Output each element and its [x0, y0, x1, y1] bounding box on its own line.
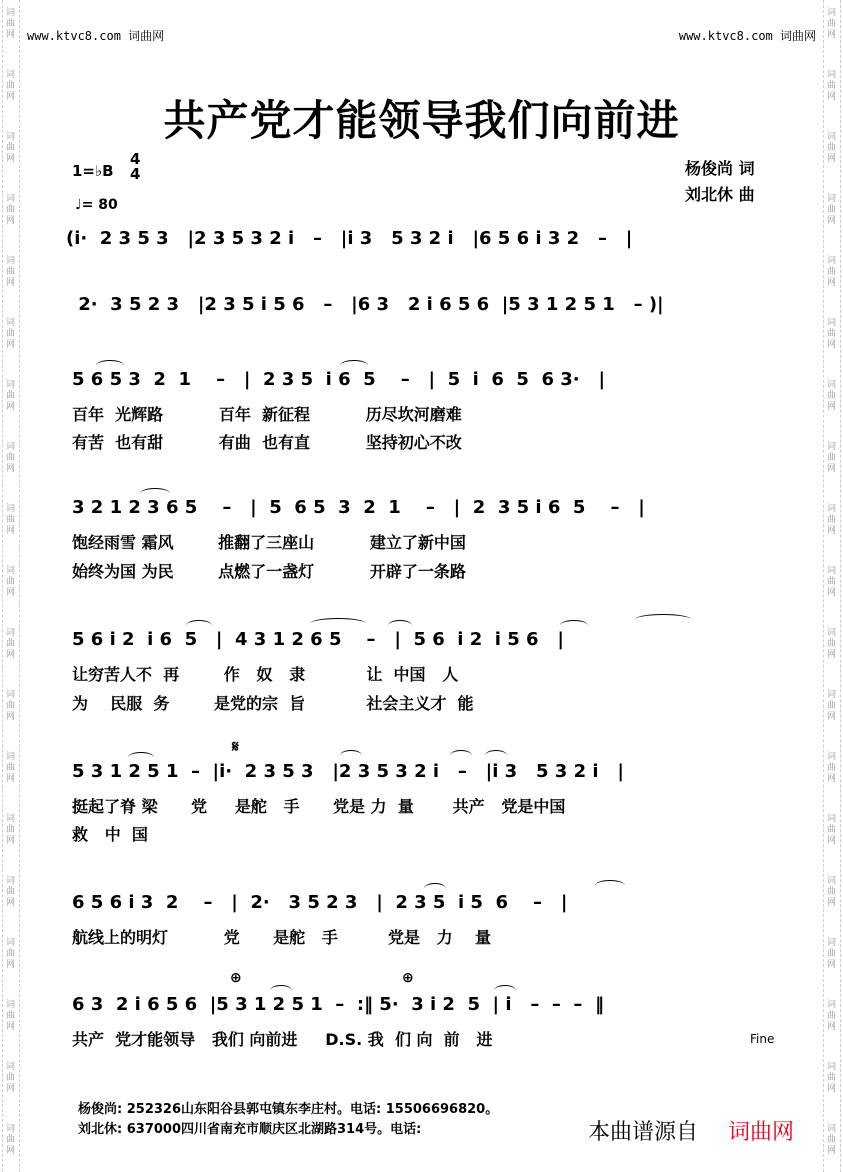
watermark-char: 曲 [6, 825, 16, 835]
watermark-char: 曲 [6, 81, 16, 91]
watermark-char: 词 [827, 814, 837, 824]
watermark-char: 网 [6, 1022, 16, 1032]
watermark-char: 词 [827, 1000, 837, 1010]
watermark-char: 曲 [6, 949, 16, 959]
song-title: 共产党才能领导我们向前进 [163, 96, 680, 145]
watermark-char: 网 [6, 898, 16, 908]
lyric-row-3-verse-2: 有苦 也有甜 有曲 也有直 坚持初心不改 [72, 433, 462, 452]
watermark-char: 词 [6, 1124, 16, 1134]
watermark-char: 曲 [6, 515, 16, 525]
footer-lyricist-contact: 杨俊尚: 252326山东阳谷县郭屯镇东李庄村。电话: 15506696820。 [78, 1102, 499, 1117]
watermark-char: 网 [6, 340, 16, 350]
watermark-char: 网 [827, 92, 837, 102]
watermark-char: 网 [827, 154, 837, 164]
watermark-char: 词 [6, 132, 16, 142]
slur [340, 360, 368, 371]
watermark-char: 词 [6, 380, 16, 390]
watermark-char: 曲 [6, 205, 16, 215]
watermark-char: 词 [827, 132, 837, 142]
watermark-char: 曲 [6, 639, 16, 649]
slur [96, 360, 124, 371]
left-watermark-strip [2, 0, 20, 1172]
watermark-char: 词 [6, 70, 16, 80]
slur [186, 620, 212, 631]
watermark-char: 词 [827, 380, 837, 390]
slur [494, 985, 516, 996]
segno-sign: 𝄋 [232, 737, 239, 756]
watermark-char: 曲 [827, 701, 837, 711]
watermark-char: 词 [6, 628, 16, 638]
watermark-char: 曲 [6, 1135, 16, 1145]
coda-sign-1: ⊕ [230, 970, 242, 986]
slur [340, 750, 362, 761]
watermark-char: 网 [827, 402, 837, 412]
slur [595, 880, 625, 891]
watermark-char: 曲 [827, 515, 837, 525]
watermark-char: 曲 [827, 949, 837, 959]
watermark-char: 词 [6, 442, 16, 452]
score-row-5: 5 6 i 2 i 6 5 | 4 3 1 2 6 5 – | 5 6 i 2 i 5 6 | [72, 629, 564, 650]
watermark-char: 词 [6, 1000, 16, 1010]
watermark-char: 曲 [6, 391, 16, 401]
score-row-7: 6 5 6 i 3 2 – | 2· 3 5 2 3 | 2 3 5 i 5 6 – | [72, 892, 568, 913]
score-row-6: 5 3 1 2 5 1 – |i· 2 3 5 3 |2 3 5 3 2 i – |i 3 5 3 2 i | [72, 761, 624, 782]
slur [270, 985, 292, 996]
tempo-marking: ♩= 80 [75, 197, 118, 213]
watermark-char: 词 [827, 876, 837, 886]
watermark-char: 词 [827, 8, 837, 18]
lyric-row-5-verse-1: 让穷苦人不 再 作 奴 隶 让 中国 人 [72, 665, 459, 684]
watermark-char: 词 [827, 628, 837, 638]
watermark-char: 曲 [6, 1011, 16, 1021]
slur [450, 750, 472, 761]
right-watermark-strip [823, 0, 841, 1172]
source-brand-link[interactable]: 词曲网 [728, 1120, 795, 1145]
time-denominator: 4 [130, 165, 141, 183]
watermark-char: 词 [827, 70, 837, 80]
watermark-char: 词 [6, 752, 16, 762]
watermark-char: 网 [827, 836, 837, 846]
watermark-char: 曲 [6, 143, 16, 153]
score-row-1: (i· 2 3 5 3 |2 3 5 3 2 i – |i 3 5 3 2 i |6 5 6 i 3 2 – | [66, 228, 633, 249]
lyricist-credit: 杨俊尚 词 [685, 159, 755, 178]
watermark-char: 曲 [6, 763, 16, 773]
lyric-row-4-verse-2: 始终为国 为民 点燃了一盏灯 开辟了一条路 [72, 562, 466, 581]
watermark-char: 曲 [827, 1135, 837, 1145]
watermark-char: 词 [827, 442, 837, 452]
watermark-char: 曲 [827, 577, 837, 587]
watermark-char: 词 [827, 194, 837, 204]
watermark-char: 词 [6, 504, 16, 514]
slur [485, 750, 507, 761]
watermark-char: 曲 [827, 453, 837, 463]
watermark-char: 网 [6, 836, 16, 846]
watermark-char: 网 [6, 464, 16, 474]
watermark-char: 曲 [827, 825, 837, 835]
source-label: 本曲谱源自 [588, 1120, 699, 1145]
watermark-char: 曲 [827, 19, 837, 29]
watermark-char: 网 [6, 1146, 16, 1156]
watermark-char: 词 [827, 938, 837, 948]
watermark-char: 曲 [827, 763, 837, 773]
lyric-row-4-verse-1: 饱经雨雪 霜风 推翻了三座山 建立了新中国 [72, 533, 466, 552]
watermark-char: 曲 [6, 19, 16, 29]
slur [140, 488, 170, 499]
watermark-char: 网 [827, 960, 837, 970]
lyric-row-8-verse-1: 共产 党才能领导 我们 向前进 D.S. 我 们 向 前 进 [72, 1030, 493, 1049]
watermark-char: 曲 [827, 267, 837, 277]
score-row-4: 3 2 1 2 3 6 5 – | 5 6 5 3 2 1 – | 2 3 5 i 6 5 – | [72, 497, 645, 518]
watermark-char: 词 [827, 318, 837, 328]
score-row-8: 6 3 2 i 6 5 6 |5 3 1 2 5 1 – :‖ 5· 3 i 2 5 | i – – – ‖ [72, 994, 604, 1015]
watermark-char: 词 [6, 566, 16, 576]
watermark-char: 词 [6, 318, 16, 328]
watermark-char: 网 [6, 526, 16, 536]
watermark-char: 词 [827, 690, 837, 700]
watermark-char: 曲 [827, 887, 837, 897]
watermark-char: 曲 [6, 329, 16, 339]
watermark-char: 曲 [6, 701, 16, 711]
watermark-char: 网 [827, 588, 837, 598]
watermark-char: 网 [6, 960, 16, 970]
watermark-char: 网 [827, 30, 837, 40]
header-url-left[interactable]: www.ktvc8.com 词曲网 [27, 29, 165, 43]
watermark-char: 词 [827, 504, 837, 514]
watermark-char: 网 [827, 1146, 837, 1156]
watermark-char: 曲 [827, 329, 837, 339]
watermark-char: 网 [6, 92, 16, 102]
watermark-char: 网 [6, 154, 16, 164]
watermark-char: 网 [6, 774, 16, 784]
watermark-char: 曲 [6, 1073, 16, 1083]
watermark-char: 词 [827, 566, 837, 576]
lyric-row-5-verse-2: 为 民服 务 是党的宗 旨 社会主义才 能 [72, 694, 474, 713]
time-signature [130, 152, 140, 182]
slur [310, 618, 366, 629]
watermark-char: 网 [6, 278, 16, 288]
key-signature: 1=♭B [72, 162, 114, 180]
watermark-char: 词 [6, 8, 16, 18]
watermark-char: 词 [827, 1062, 837, 1072]
watermark-char: 网 [827, 278, 837, 288]
watermark-char: 网 [827, 774, 837, 784]
watermark-char: 网 [827, 340, 837, 350]
watermark-char: 词 [6, 876, 16, 886]
watermark-char: 词 [6, 690, 16, 700]
watermark-char: 网 [6, 588, 16, 598]
watermark-char: 曲 [827, 143, 837, 153]
score-row-3: 5 6 5 3 2 1 – | 2 3 5 i 6 5 – | 5 i 6 5 6 3· | [72, 369, 606, 390]
watermark-char: 网 [6, 30, 16, 40]
slur [388, 620, 412, 631]
header-url-right[interactable]: www.ktvc8.com 词曲网 [678, 29, 816, 43]
watermark-char: 曲 [827, 1011, 837, 1021]
watermark-char: 网 [827, 526, 837, 536]
watermark-char: 网 [827, 216, 837, 226]
watermark-char: 网 [827, 650, 837, 660]
watermark-char: 曲 [6, 267, 16, 277]
watermark-char: 词 [6, 1062, 16, 1072]
composer-credit: 刘北休 曲 [685, 185, 755, 204]
watermark-char: 曲 [827, 81, 837, 91]
lyric-row-3-verse-1: 百年 光辉路 百年 新征程 历尽坎河磨难 [72, 405, 462, 424]
watermark-char: 网 [827, 712, 837, 722]
watermark-char: 网 [6, 1084, 16, 1094]
watermark-char: 曲 [827, 205, 837, 215]
slur [560, 620, 588, 631]
fine-marking: Fine [750, 1032, 775, 1046]
watermark-char: 网 [6, 402, 16, 412]
watermark-char: 词 [827, 752, 837, 762]
watermark-char: 曲 [6, 887, 16, 897]
slur [424, 883, 446, 894]
watermark-char: 网 [827, 1022, 837, 1032]
watermark-char: 词 [6, 194, 16, 204]
lyric-row-6-verse-2: 救 中 国 [72, 825, 148, 844]
watermark-char: 曲 [827, 391, 837, 401]
watermark-char: 词 [6, 938, 16, 948]
watermark-char: 曲 [827, 1073, 837, 1083]
time-numerator: 4 [130, 150, 141, 168]
watermark-char: 网 [6, 216, 16, 226]
watermark-char: 网 [827, 1084, 837, 1094]
footer-composer-contact: 刘北休: 637000四川省南充市顺庆区北湖路314号。电话: [78, 1122, 422, 1137]
watermark-char: 词 [827, 1124, 837, 1134]
watermark-char: 曲 [6, 577, 16, 587]
watermark-char: 词 [827, 256, 837, 266]
slur [128, 752, 154, 763]
coda-sign-2: ⊕ [402, 970, 414, 986]
watermark-char: 网 [827, 464, 837, 474]
score-row-2: 2· 3 5 2 3 |2 3 5 i 5 6 – |6 3 2 i 6 5 6 |5 3 1 2 5 1 – )| [72, 294, 664, 315]
watermark-char: 网 [827, 898, 837, 908]
watermark-char: 词 [6, 256, 16, 266]
watermark-char: 曲 [6, 453, 16, 463]
watermark-char: 网 [6, 650, 16, 660]
lyric-row-6-verse-1: 挺起了脊 梁 党 是舵 手 党是 力 量 共产 党是中国 [72, 797, 566, 816]
slur [635, 614, 691, 625]
lyric-row-7-verse-1: 航线上的明灯 党 是舵 手 党是 力 量 [72, 928, 491, 947]
watermark-char: 曲 [827, 639, 837, 649]
watermark-char: 网 [6, 712, 16, 722]
watermark-char: 词 [6, 814, 16, 824]
